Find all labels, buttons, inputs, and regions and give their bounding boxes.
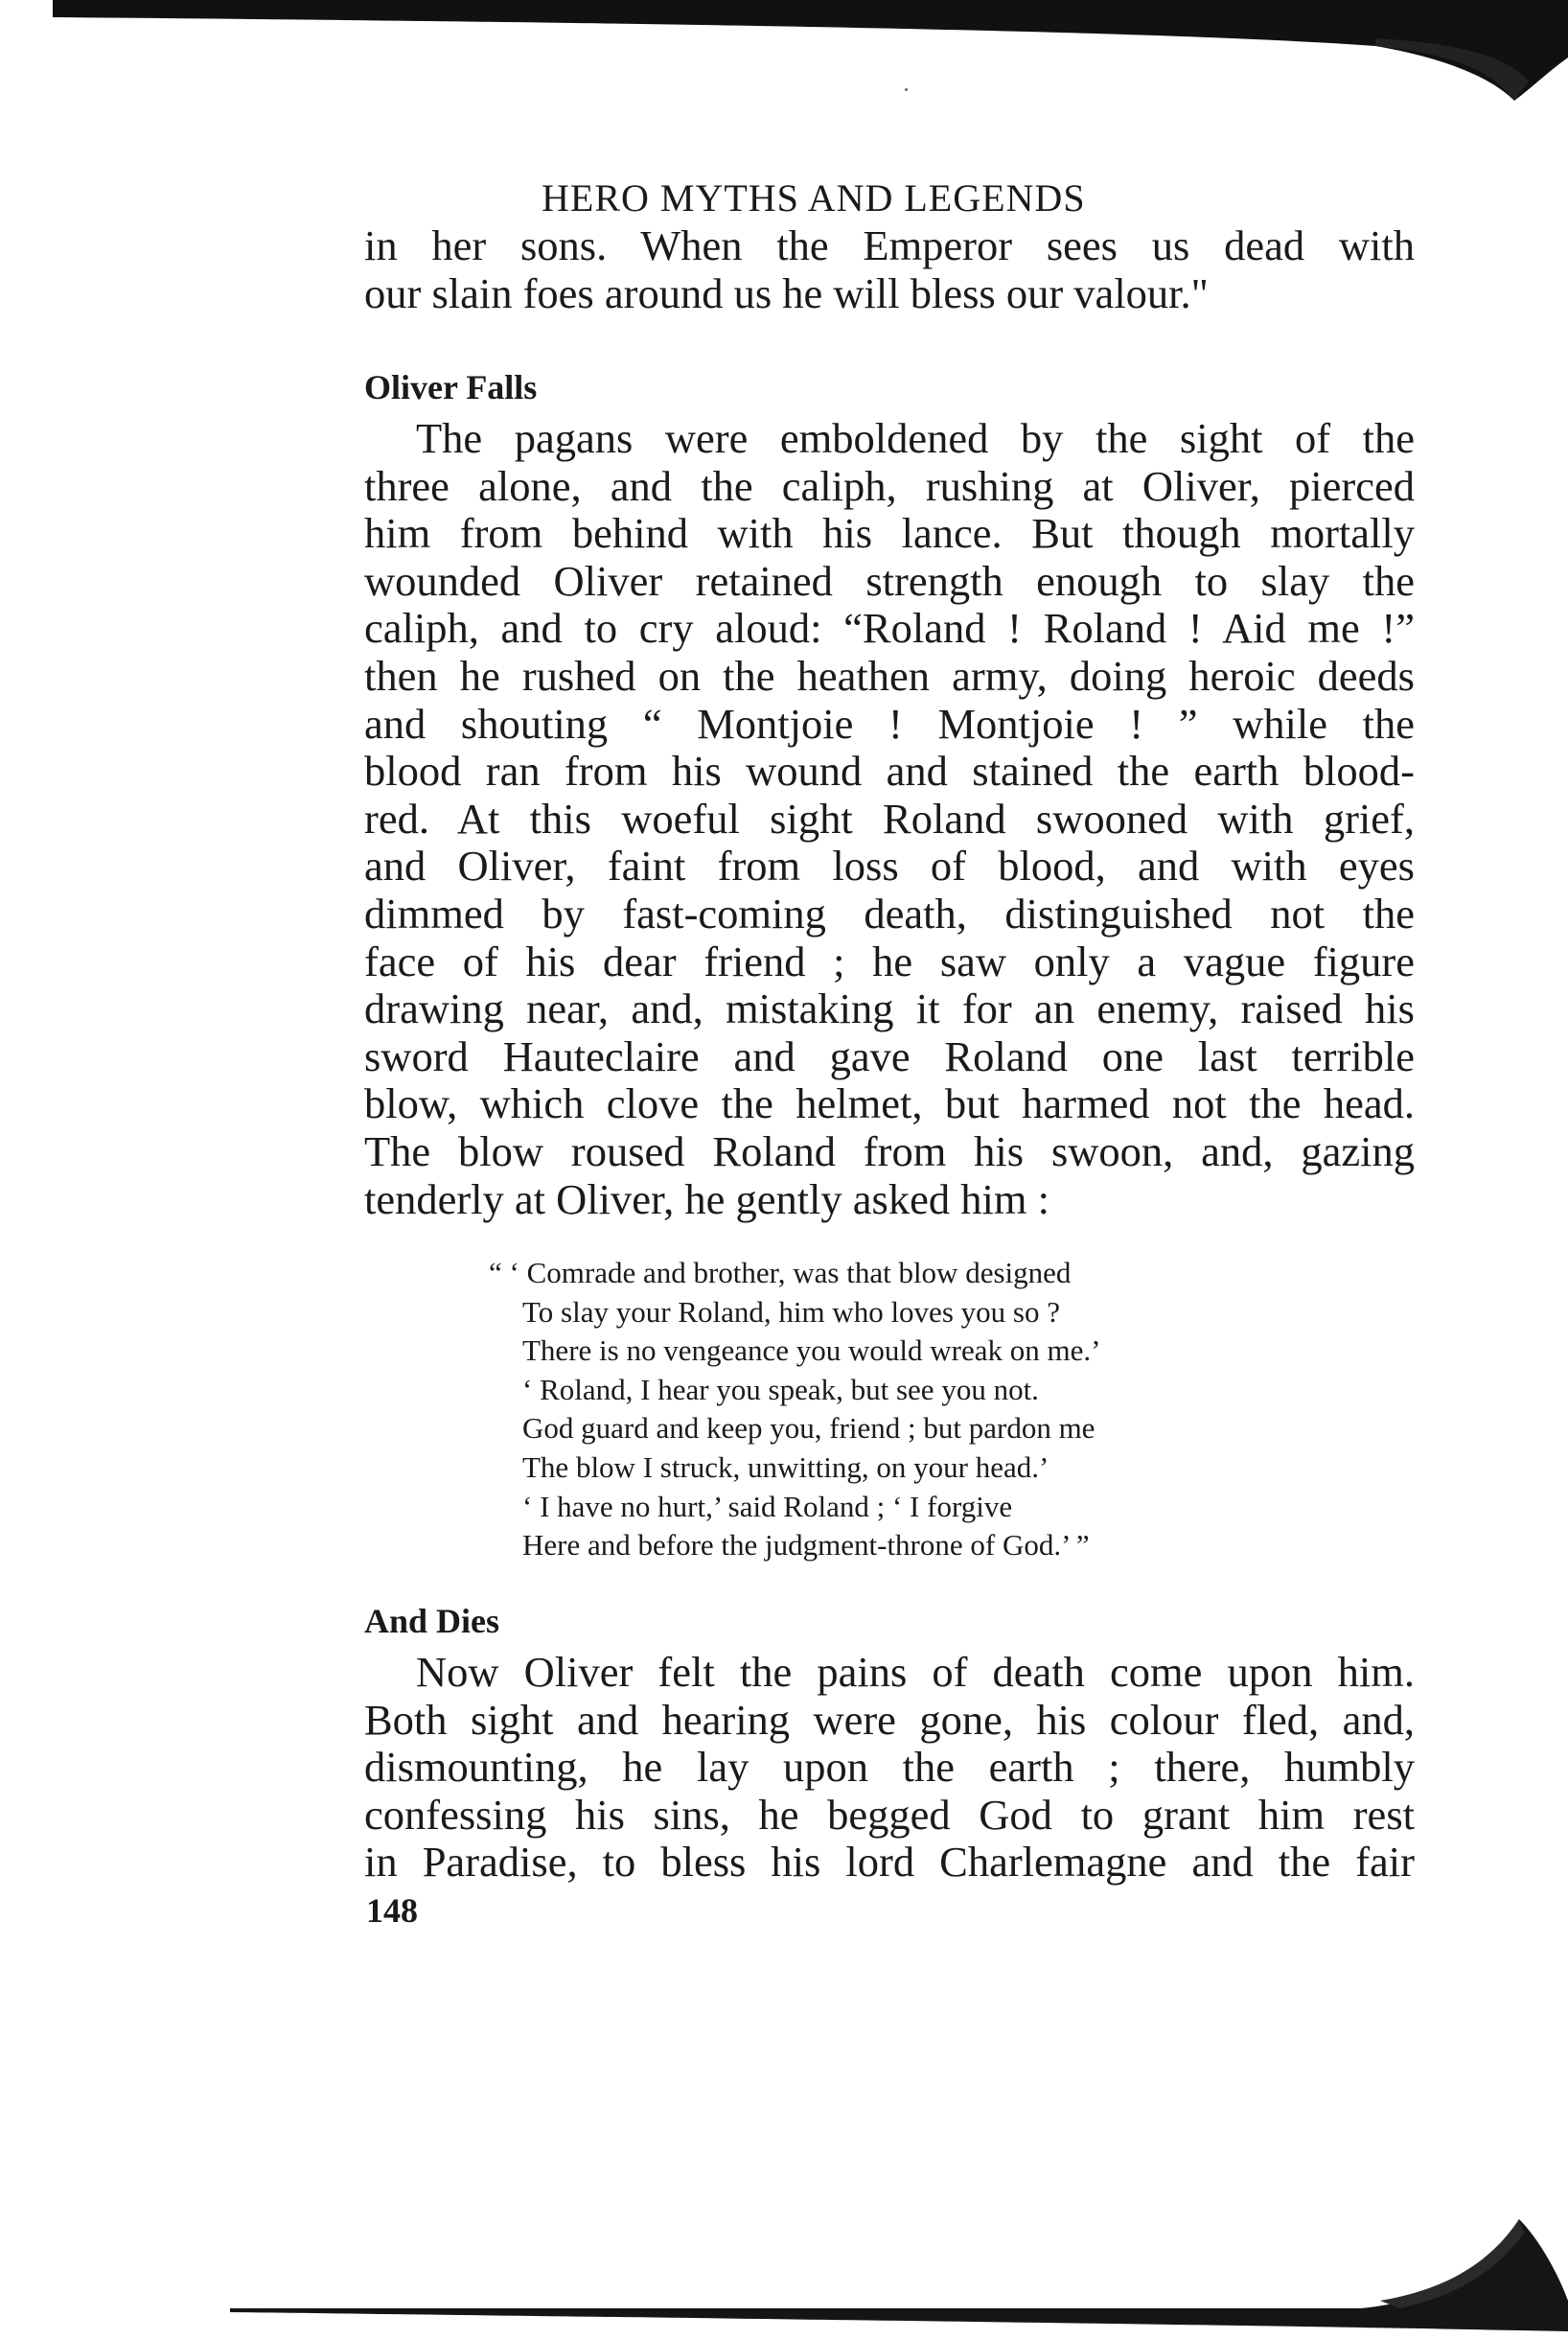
text-line: red. At this woeful sight Roland swooned with grief, — [364, 794, 1415, 843]
verse-line: God guard and keep you, friend ; but pardon me — [522, 1411, 1095, 1446]
section-heading-oliver-falls: Oliver Falls — [364, 368, 538, 406]
continued-paragraph — [364, 222, 1415, 317]
verse-line: There is no vengeance you would wreak on me.’ — [522, 1333, 1101, 1368]
text-line: and Oliver, faint from loss of blood, and with eyes — [364, 842, 1415, 891]
verse-line: ‘ I have no hurt,’ said Roland ; ‘ I forgive — [522, 1489, 1013, 1523]
verse-line: “ ‘ Comrade and brother, was that blow designed — [489, 1256, 1072, 1289]
text-line: blood ran from his wound and stained the earth blood- — [364, 747, 1415, 796]
text-line: our slain foes around us he will bless our valour." — [364, 268, 1209, 317]
text-line: dismounting, he lay upon the earth ; there, humbly — [364, 1743, 1415, 1792]
verse-line: ‘ Roland, I hear you speak, but see you not. — [522, 1372, 1039, 1406]
running-head: HERO MYTHS AND LEGENDS — [542, 176, 1086, 220]
text-line: in her sons. When the Emperor sees us dead with — [364, 221, 1415, 269]
page-bottom-edge-shadow — [230, 2166, 1568, 2339]
text-line: blow, which clove the helmet, but harmed not the head. — [364, 1079, 1415, 1128]
text-line: confessing his sins, he begged God to grant him rest — [364, 1790, 1415, 1839]
text-line: caliph, and to cry aloud: “Roland ! Roland ! Aid me !” — [364, 604, 1415, 653]
text-line: him from behind with his lance. But though mortally — [364, 509, 1415, 558]
text-line: dimmed by fast-coming death, distinguished not the — [364, 889, 1415, 938]
verse-line: Here and before the judgment-throne of God.’ ” — [522, 1528, 1090, 1563]
section-heading-and-dies: And Dies — [364, 1602, 500, 1640]
page-number: 148 — [366, 1891, 418, 1930]
section-1-paragraph — [364, 415, 1415, 1223]
text-line: Now Oliver felt the pains of death come upon him. — [416, 1648, 1415, 1696]
text-line: The blow roused Roland from his swoon, and, gazing — [364, 1126, 1415, 1175]
text-line: then he rushed on the heathen army, doing heroic deeds — [364, 651, 1415, 700]
text-line: wounded Oliver retained strength enough to slay the — [364, 556, 1415, 605]
text-line: Both sight and hearing were gone, his colour fled, and, — [364, 1695, 1415, 1744]
text-line: three alone, and the caliph, rushing at Oliver, pierced — [364, 461, 1415, 510]
page-top-edge-shadow — [53, 0, 1568, 134]
text-line: face of his dear friend ; he saw only a vague figure — [364, 937, 1415, 985]
text-line: sword Hauteclaire and gave Roland one last terrible — [364, 1031, 1415, 1080]
verse-quotation — [489, 1254, 1284, 1565]
text-line: The pagans were emboldened by the sight of the — [416, 414, 1415, 462]
text-line: drawing near, and, mistaking it for an enemy, raised his — [364, 984, 1415, 1033]
text-line: in Paradise, to bless his lord Charlemagne and the fair — [364, 1838, 1415, 1887]
dust-speck — [905, 88, 908, 91]
verse-line: The blow I struck, unwitting, on your head.’ — [522, 1449, 1049, 1484]
text-line: tenderly at Oliver, he gently asked him : — [364, 1174, 1049, 1223]
section-2-paragraph — [364, 1649, 1415, 1887]
text-line: and shouting “ Montjoie ! Montjoie ! ” while the — [364, 699, 1415, 748]
verse-line: To slay your Roland, him who loves you so ? — [522, 1294, 1060, 1329]
